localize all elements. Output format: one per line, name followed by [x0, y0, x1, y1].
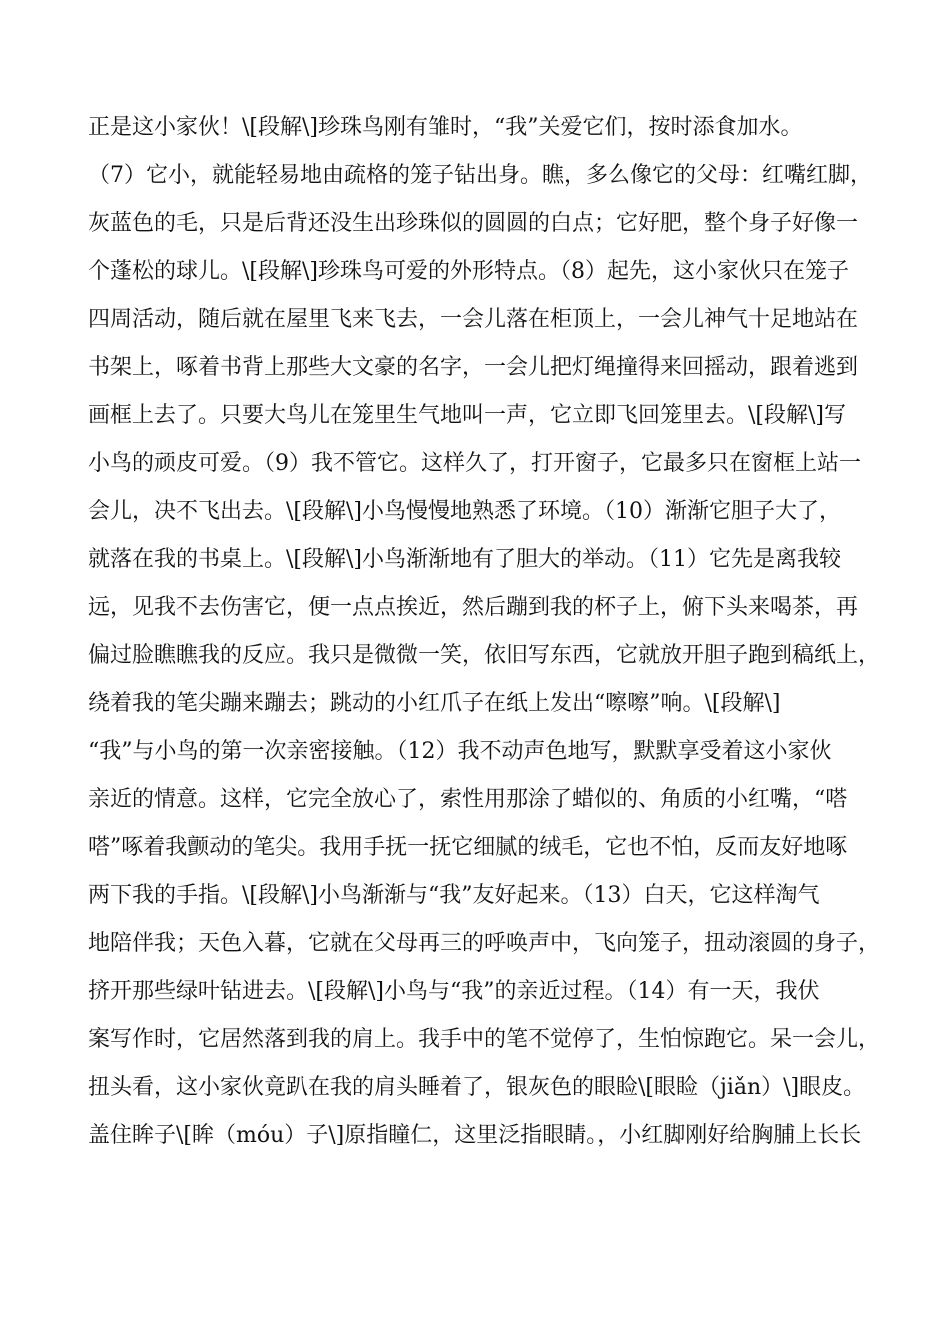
- text-line: 就落在我的书桌上。\[段解\]小鸟渐渐地有了胆大的举动。（11）它先是离我较: [88, 547, 841, 572]
- text-line: 画框上去了。只要大鸟儿在笼里生气地叫一声，它立即飞回笼里去。\[段解\]写: [88, 403, 846, 428]
- text-line: 偏过脸瞧瞧我的反应。我只是微微一笑，依旧写东西，它就放开胆子跑到稿纸上，: [88, 643, 881, 668]
- text-line: 扭头看，这小家伙竟趴在我的肩头睡着了，银灰色的眼睑\[眼睑（jiǎn）\]眼皮。: [88, 1075, 866, 1100]
- text-line: 挤开那些绿叶钻进去。\[段解\]小鸟与“我”的亲近过程。（14）有一天，我伏: [88, 979, 820, 1004]
- text-line: 盖住眸子\[眸（móu）子\]原指瞳仁，这里泛指眼睛。，小红脚刚好给胸脯上长长: [88, 1123, 862, 1148]
- text-line: 正是这小家伙！\[段解\]珍珠鸟刚有雏时，“我”关爱它们，按时添食加水。: [88, 115, 803, 140]
- text-line: 小鸟的顽皮可爱。（9）我不管它。这样久了，打开窗子，它最多只在窗框上站一: [88, 451, 861, 476]
- text-line: 四周活动，随后就在屋里飞来飞去，一会儿落在柜顶上，一会儿神气十足地站在: [88, 307, 859, 332]
- text-line: 远，见我不去伤害它，便一点点挨近，然后蹦到我的杯子上，俯下头来喝茶，再: [88, 595, 859, 620]
- text-line: 案写作时，它居然落到我的肩上。我手中的笔不觉停了，生怕惊跑它。呆一会儿，: [88, 1027, 881, 1052]
- text-line: 嗒”啄着我颤动的笔尖。我用手抚一抚它细腻的绒毛，它也不怕，反而友好地啄: [88, 835, 848, 860]
- text-line: 书架上，啄着书背上那些大文豪的名字，一会儿把灯绳撞得来回摇动，跟着逃到: [88, 355, 859, 380]
- text-line: 两下我的手指。\[段解\]小鸟渐渐与“我”友好起来。（13）白天，它这样淘气: [88, 883, 820, 908]
- text-line: “我”与小鸟的第一次亲密接触。（12）我不动声色地写，默默享受着这小家伙: [88, 739, 832, 764]
- text-line: 亲近的情意。这样，它完全放心了，索性用那涂了蜡似的、角质的小红嘴，“嗒: [88, 787, 848, 812]
- text-line: 会儿，决不飞出去。\[段解\]小鸟慢慢地熟悉了环境。（10）渐渐它胆子大了，: [88, 499, 841, 524]
- text-line: 绕着我的笔尖蹦来蹦去；跳动的小红爪子在纸上发出“嚓嚓”响。\[段解\]: [88, 691, 781, 716]
- text-line: （7）它小，就能轻易地由疏格的笼子钻出身。瞧，多么像它的父母：红嘴红脚，: [88, 163, 872, 188]
- text-line: 个蓬松的球儿。\[段解\]珍珠鸟可爱的外形特点。（8）起先，这小家伙只在笼子: [88, 259, 849, 284]
- text-line: 地陪伴我；天色入暮，它就在父母再三的呼唤声中，飞向笼子，扭动滚圆的身子，: [88, 931, 881, 956]
- text-line: 灰蓝色的毛，只是后背还没生出珍珠似的圆圆的白点；它好肥，整个身子好像一: [88, 211, 859, 236]
